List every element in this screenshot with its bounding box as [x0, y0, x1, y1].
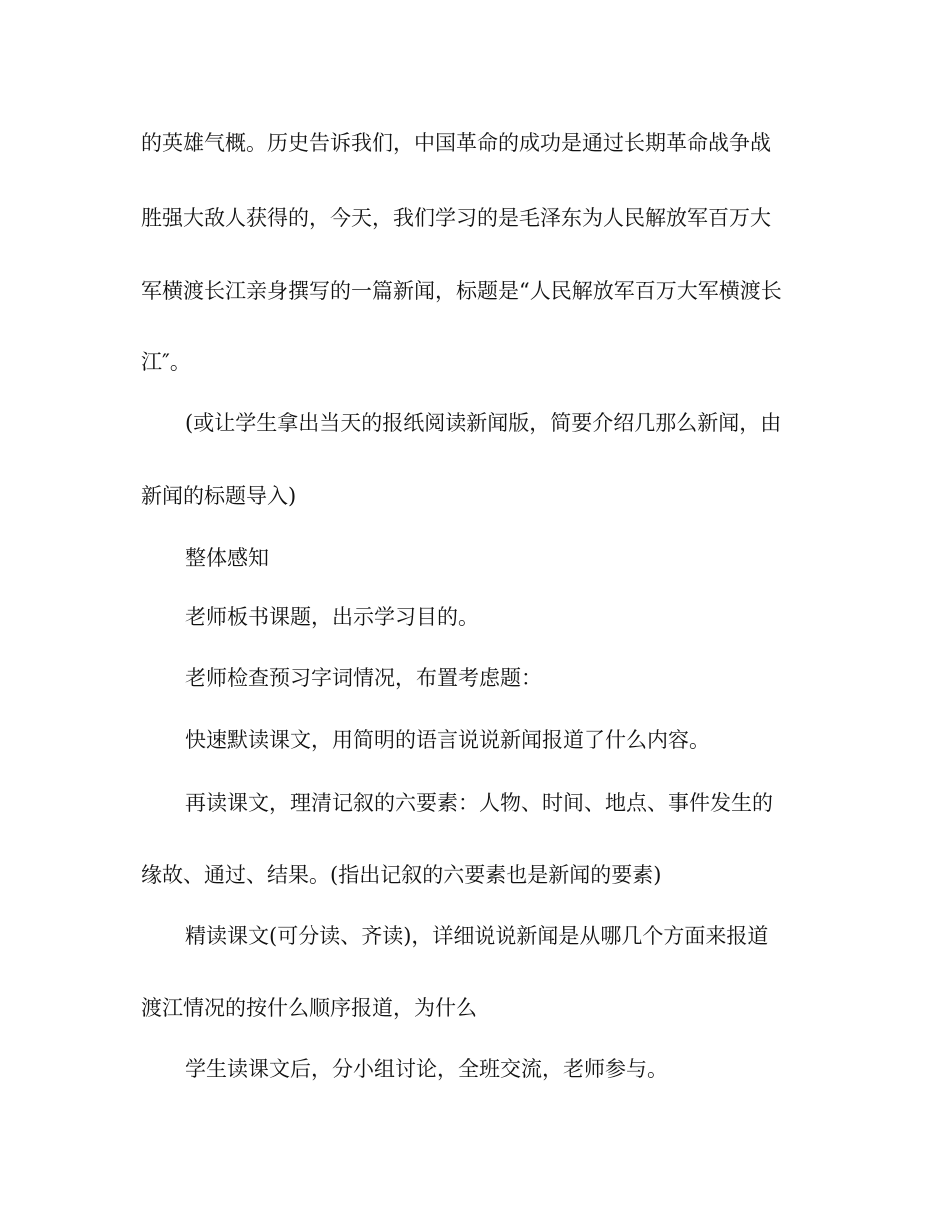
text-line-2: 胜强大敌人获得的，今天，我们学习的是毛泽东为人民解放军百万大	[141, 206, 771, 230]
section-heading-overall-perception: 整体感知	[185, 546, 269, 570]
text-line-1: 的英雄气概。历史告诉我们，中国革命的成功是通过长期革命战争战	[141, 131, 771, 155]
text-line-4: 江″。	[141, 350, 191, 374]
text-line-5: (或让学生拿出当天的报纸阅读新闻版，简要介绍几那么新闻，由	[185, 411, 782, 435]
text-line-3: 军横渡长江亲身撰写的一篇新闻，标题是“人民解放军百万大军横渡长	[141, 279, 782, 303]
text-line-12: 缘故、通过、结果。(指出记叙的六要素也是新闻的要素)	[141, 863, 662, 887]
text-line-6: 新闻的标题导入)	[141, 484, 297, 508]
text-line-10: 快速默读课文，用简明的语言说说新闻报道了什么内容。	[185, 728, 710, 752]
text-line-15: 学生读课文后，分小组讨论，全班交流，老师参与。	[185, 1057, 668, 1081]
text-line-14: 渡江情况的按什么顺序报道，为什么	[141, 996, 477, 1020]
text-line-13: 精读课文(可分读、齐读)，详细说说新闻是从哪几个方面来报道	[185, 924, 769, 948]
text-line-11: 再读课文，理清记叙的六要素：人物、时间、地点、事件发生的	[185, 791, 773, 815]
text-line-8: 老师板书课题，出示学习目的。	[185, 605, 479, 629]
text-line-9: 老师检查预习字词情况，布置考虑题：	[185, 666, 542, 690]
